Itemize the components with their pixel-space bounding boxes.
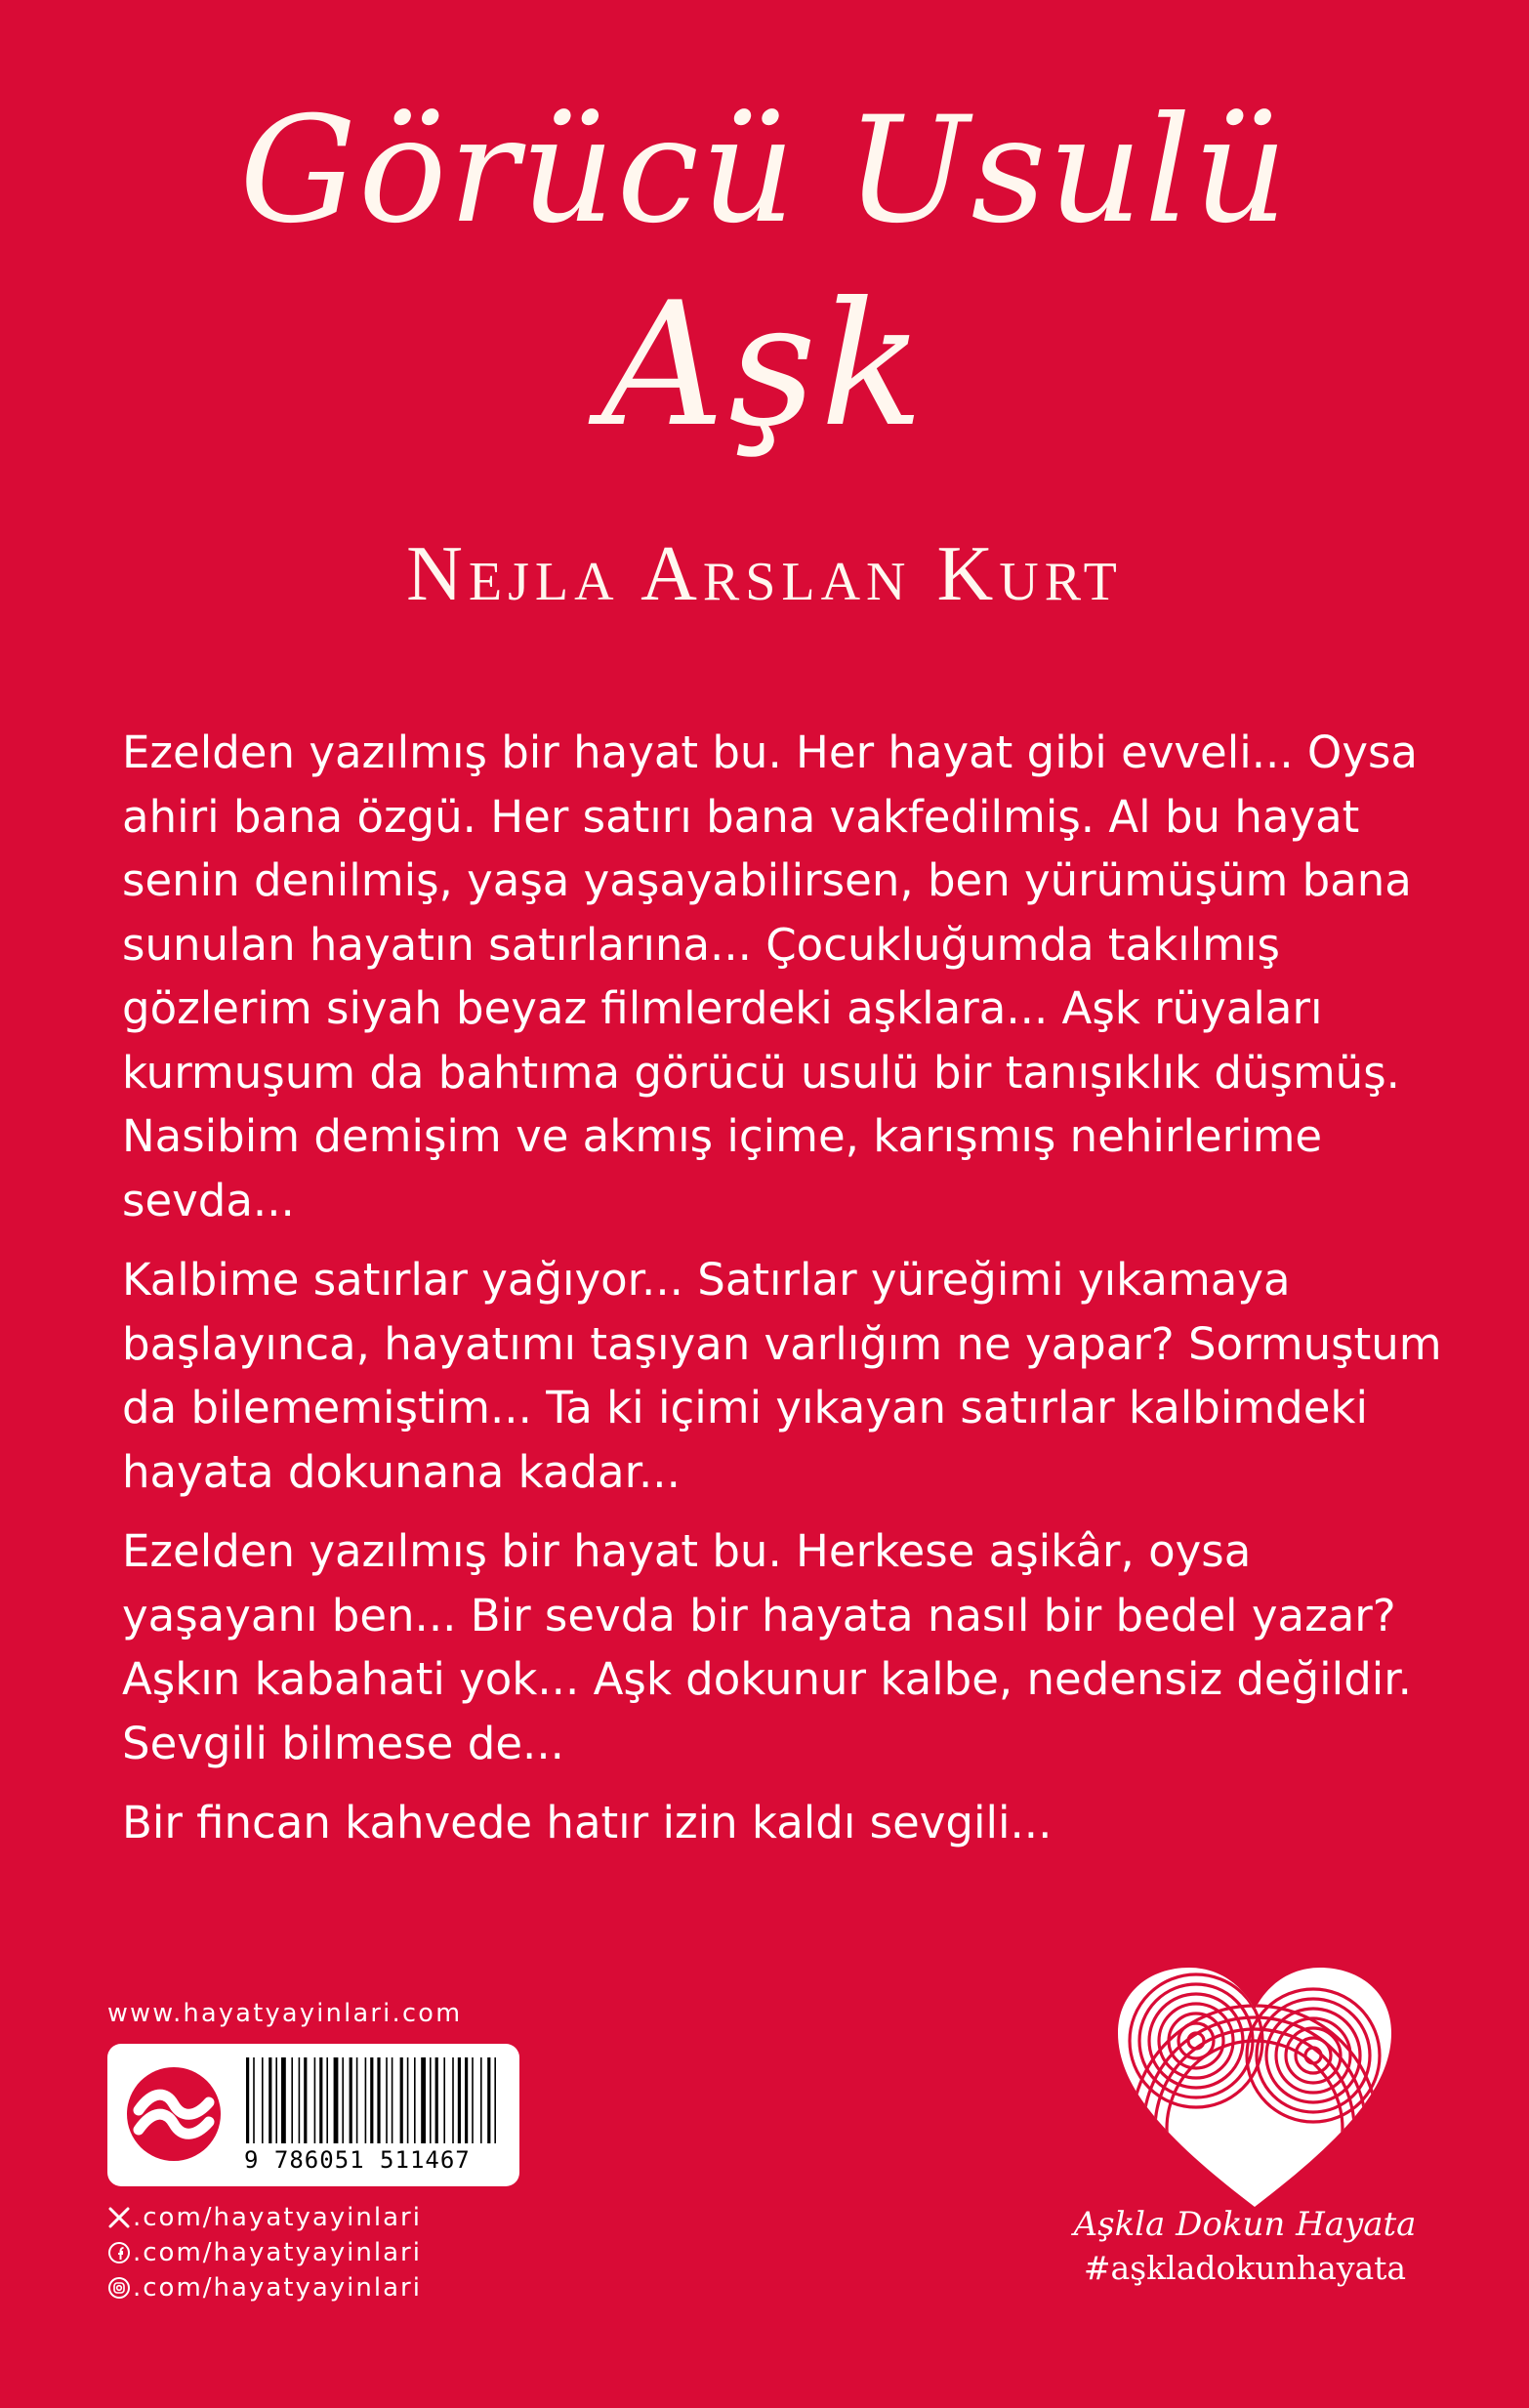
book-title-line2: Aşk (600, 267, 929, 465)
slogan-hashtag: #aşkladokunhayata (1083, 2249, 1407, 2287)
x-icon (107, 2206, 131, 2229)
blurb-paragraph-4: Bir fincan kahvede hatır izin kaldı sevgili... (122, 1797, 1053, 1848)
blurb-paragraph-2: Kalbime satırlar yağıyor... Satırlar yüreğimi yıkamaya başlayınca, hayatımı taşıyan varlığım ne yapar? Sormuştum da bilememiştim... Ta ki içimi yıkayan satırlar kalbimdeki hayata dokunana kadar... (122, 1254, 1442, 1498)
social-link-x[interactable] (107, 2200, 522, 2235)
social-link-facebook[interactable] (107, 2235, 522, 2270)
publisher-website[interactable]: www.hayatyayinlari.com (107, 1999, 463, 2028)
isbn-barcode-panel (107, 2044, 519, 2186)
barcode-icon (244, 2057, 500, 2143)
publisher-info (107, 1997, 522, 2305)
social-link-instagram[interactable] (107, 2270, 522, 2305)
instagram-icon (107, 2276, 131, 2300)
facebook-icon (107, 2241, 131, 2264)
fingerprint-heart-icon (1113, 1963, 1396, 2217)
social-handle-x: .com/hayatyayinlari (133, 2203, 422, 2232)
back-cover-blurb (122, 721, 1460, 1871)
blurb-paragraph-3: Ezelden yazılmış bir hayat bu. Herkese aşikâr, oysa yaşayanı ben... Bir sevda bir hayata nasıl bir bedel yazar? Aşkın kabahati yok... Aşk dokunur kalbe, nedensiz değildir. Sevgili bilmese de... (122, 1525, 1412, 1769)
social-handle-instagram: .com/hayatyayinlari (133, 2273, 422, 2303)
social-links (107, 2200, 522, 2305)
publisher-logo-icon (125, 2065, 223, 2163)
book-title-line1: Görücü Usulü (239, 86, 1290, 256)
blurb-paragraph-1: Ezelden yazılmış bir hayat bu. Her hayat gibi evveli... Oysa ahiri bana özgü. Her satırı bana vakfedilmiş. Al bu hayat senin denilmiş, yaşa yaşayabilirsen, ben yürümüşüm bana sunulan hayatın satırlarına... Çocukluğumda takılmış gözlerim siyah beyaz filmlerdeki aşklara... Aşk rüyaları kurmuşum da bahtıma görücü usulü bir tanışıklık düşmüş. Nasibim demişim ve akmış içime, karışmış nehirlerime sevda... (122, 727, 1418, 1226)
social-handle-facebook: .com/hayatyayinlari (133, 2238, 422, 2267)
author-name: Nejla Arslan Kurt (406, 531, 1123, 617)
isbn-number: 9 786051 511467 (244, 2146, 471, 2174)
slogan-tagline: Aşkla Dokun Hayata (1073, 2205, 1417, 2244)
